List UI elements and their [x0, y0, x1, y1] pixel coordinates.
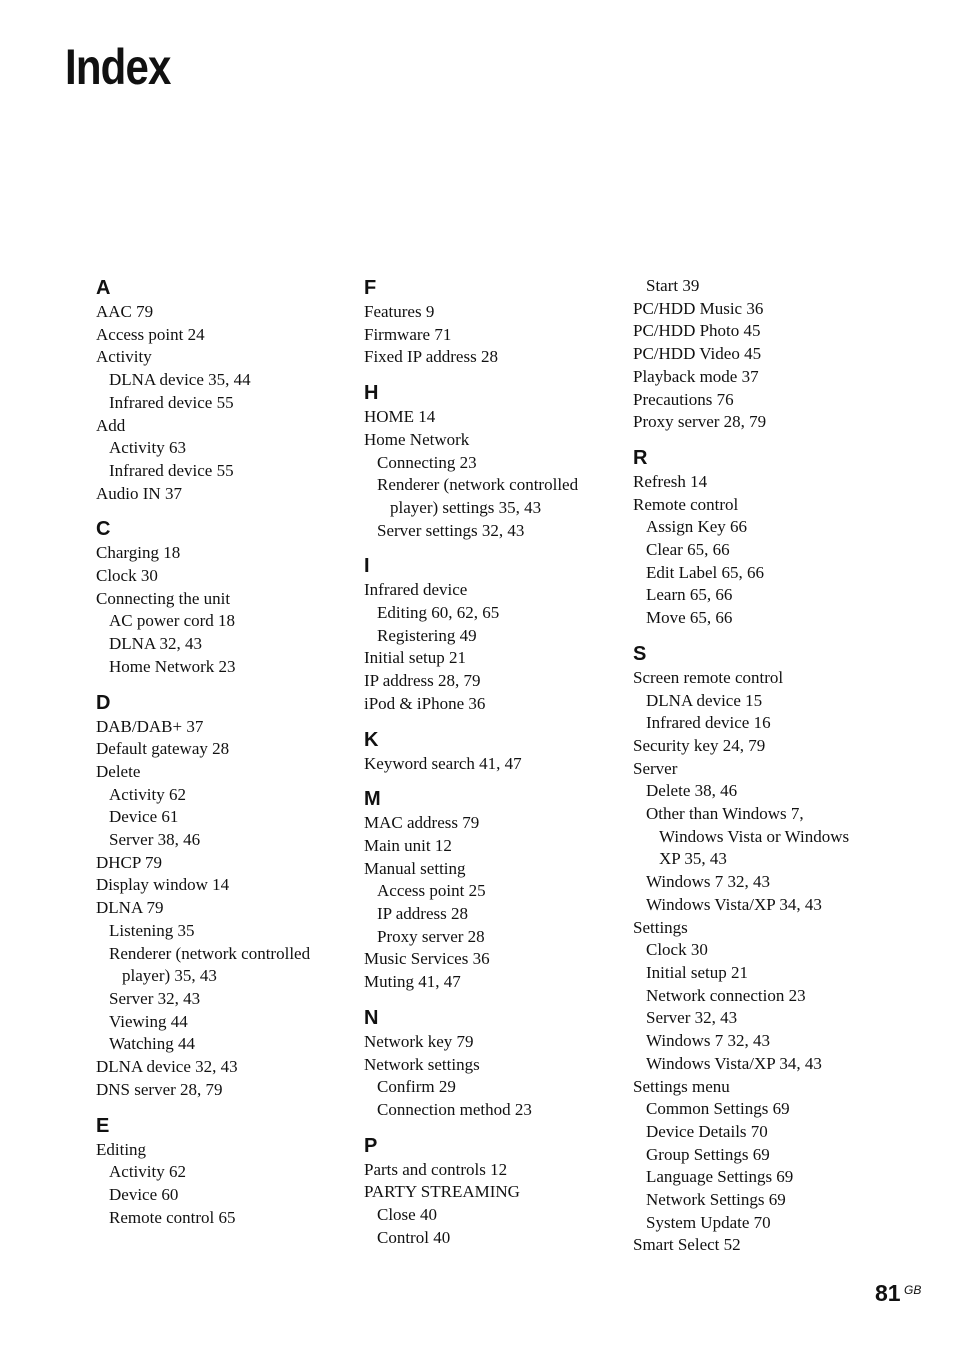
index-subentry: DLNA device 35, 44: [109, 370, 251, 390]
index-entry: Manual setting: [364, 858, 466, 878]
index-subentry: IP address 28: [377, 904, 468, 924]
index-entry: iPod & iPhone 36: [364, 693, 486, 713]
index-entry: Smart Select 52: [633, 1235, 741, 1255]
index-entry: DLNA device 32, 43: [96, 1057, 238, 1077]
index-subentry: Windows 7 32, 43: [646, 872, 770, 892]
section-letter: C: [96, 518, 111, 541]
index-subentry: Device 61: [109, 807, 179, 827]
index-entry: Main unit 12: [364, 835, 452, 855]
index-entry: Security key 24, 79: [633, 735, 766, 755]
section-letter: F: [364, 277, 377, 299]
section-letter: P: [364, 1134, 378, 1157]
index-entry: Precautions 76: [633, 389, 734, 409]
index-subentry: Windows Vista or Windows: [659, 826, 850, 846]
index-subentry: DLNA device 15: [646, 690, 763, 710]
index-column-2: [364, 275, 624, 1250]
index-subentry: Home Network 23: [109, 656, 236, 676]
index-entry: Remote control: [633, 494, 739, 514]
index-entry: Screen remote control: [633, 667, 784, 687]
index-subentry: Server 38, 46: [109, 830, 201, 850]
section-letter: S: [633, 642, 647, 665]
index-subentry: Move 65, 66: [646, 608, 733, 628]
index-entry: Initial setup 21: [364, 648, 466, 668]
index-subentry: Access point 25: [377, 881, 486, 901]
index-subentry: DLNA 32, 43: [109, 634, 203, 654]
index-subentry: Clock 30: [646, 940, 708, 960]
index-entry: PC/HDD Photo 45: [633, 321, 761, 341]
index-subentry: Viewing 44: [109, 1011, 188, 1031]
index-subentry: Group Settings 69: [646, 1144, 770, 1164]
index-subentry: Assign Key 66: [646, 517, 748, 537]
section-letter: E: [96, 1114, 110, 1137]
index-subentry: Common Settings 69: [646, 1099, 790, 1119]
section-letter: D: [96, 691, 111, 714]
index-subentry: Windows 7 32, 43: [646, 1031, 770, 1051]
index-subentry: player) settings 35, 43: [390, 497, 542, 517]
index-subentry: Server 32, 43: [646, 1008, 738, 1028]
index-entry: Default gateway 28: [96, 739, 230, 759]
index-subentry: Activity 62: [109, 784, 186, 804]
index-entry: Music Services 36: [364, 949, 490, 969]
index-subentry: Infrared device 55: [109, 392, 234, 412]
index-column-3: [633, 275, 913, 1257]
index-subentry: Server settings 32, 43: [377, 520, 525, 540]
index-subentry: System Update 70: [646, 1212, 771, 1232]
index-entry: Server: [633, 758, 678, 778]
index-subentry: Delete 38, 46: [646, 781, 738, 801]
index-entry: Activity: [96, 347, 152, 367]
index-subentry: XP 35, 43: [659, 849, 727, 869]
index-section: [364, 727, 624, 776]
index-entry: Home Network: [364, 429, 470, 449]
index-entry: Fixed IP address 28: [364, 347, 498, 367]
index-entry: Refresh 14: [633, 471, 708, 491]
index-subentry: Learn 65, 66: [646, 585, 733, 605]
index-entry: PC/HDD Music 36: [633, 298, 764, 318]
index-entry: IP address 28, 79: [364, 671, 481, 691]
index-subentry: Windows Vista/XP 34, 43: [646, 894, 822, 914]
index-subentry: Activity 62: [109, 1162, 186, 1182]
index-subentry: Activity 63: [109, 438, 186, 458]
index-subentry: Device 60: [109, 1184, 179, 1204]
index-entry: HOME 14: [364, 407, 436, 427]
index-subentry: Confirm 29: [377, 1077, 456, 1097]
index-entry: Access point 24: [96, 324, 205, 344]
page-number-suffix: GB: [904, 1283, 922, 1297]
index-section: [633, 641, 913, 1257]
index-entry: Audio IN 37: [96, 483, 182, 503]
index-subentry: Close 40: [377, 1205, 437, 1225]
index-subentry: Watching 44: [109, 1034, 195, 1054]
page-title: Index: [65, 39, 171, 95]
index-entry: Muting 41, 47: [364, 972, 461, 992]
index-entry: DLNA 79: [96, 898, 164, 918]
index-entry: Features 9: [364, 302, 435, 321]
index-subentry: Renderer (network controlled: [109, 943, 311, 963]
index-section: [364, 1005, 624, 1122]
section-letter: M: [364, 788, 381, 811]
index-entry: Network settings: [364, 1054, 480, 1074]
section-letter: I: [364, 555, 370, 578]
index-section: [364, 380, 624, 542]
index-subentry: Registering 49: [377, 625, 477, 645]
section-letter: H: [364, 382, 379, 405]
index-entry: DHCP 79: [96, 852, 162, 872]
index-entry: Infrared device: [364, 580, 468, 600]
index-section: [633, 275, 913, 434]
index-subentry: AC power cord 18: [109, 611, 236, 631]
index-subentry: player) 35, 43: [122, 966, 217, 986]
index-entry: PARTY STREAMING: [364, 1182, 520, 1202]
section-letter: K: [364, 728, 379, 751]
index-entry: AAC 79: [96, 302, 154, 321]
index-entry: DAB/DAB+ 37: [96, 716, 204, 736]
page-number: 81: [875, 1280, 901, 1306]
index-section: [96, 275, 356, 505]
index-entry: PC/HDD Video 45: [633, 344, 762, 364]
index-subentry: Edit Label 65, 66: [646, 562, 765, 582]
index-subentry: Device Details 70: [646, 1121, 768, 1141]
index-subentry: Network Settings 69: [646, 1190, 786, 1210]
index-section: [96, 690, 356, 1102]
index-entry: Settings: [633, 917, 688, 937]
index-section: [96, 1113, 356, 1230]
index-section: [364, 553, 624, 715]
index-subentry: Language Settings 69: [646, 1167, 794, 1187]
index-entry: Editing: [96, 1139, 147, 1159]
index-entry: Charging 18: [96, 543, 181, 563]
index-subentry: Remote control 65: [109, 1207, 236, 1227]
index-column-1: [96, 275, 356, 1229]
index-section: [364, 1133, 624, 1250]
index-entry: Clock 30: [96, 566, 158, 586]
index-subentry: Clear 65, 66: [646, 540, 730, 560]
index-entry: MAC address 79: [364, 813, 480, 833]
index-entry: Delete: [96, 761, 141, 781]
index-section: [364, 275, 624, 369]
index-subentry: Control 40: [377, 1227, 451, 1247]
index-entry: Proxy server 28, 79: [633, 412, 767, 432]
index-entry: Parts and controls 12: [364, 1159, 508, 1179]
index-section: [633, 445, 913, 630]
index-entry: DNS server 28, 79: [96, 1079, 223, 1099]
index-subentry: Network connection 23: [646, 985, 806, 1005]
index-entry: Settings menu: [633, 1076, 730, 1096]
index-subentry: Renderer (network controlled: [377, 475, 579, 495]
index-subentry: Connecting 23: [377, 452, 477, 472]
section-letter: N: [364, 1006, 379, 1029]
index-subentry: Proxy server 28: [377, 926, 485, 946]
index-subentry: Initial setup 21: [646, 962, 748, 982]
index-section: [364, 786, 624, 994]
section-letter: R: [633, 446, 648, 469]
index-subentry: Windows Vista/XP 34, 43: [646, 1053, 822, 1073]
index-subentry: Infrared device 55: [109, 460, 234, 480]
index-subentry: Listening 35: [109, 920, 195, 940]
index-entry: Firmware 71: [364, 324, 452, 344]
index-entry: Display window 14: [96, 875, 230, 895]
index-subentry: Start 39: [646, 276, 700, 295]
index-subentry: Other than Windows 7,: [646, 804, 804, 824]
index-subentry: Connection method 23: [377, 1099, 532, 1119]
index-subentry: Server 32, 43: [109, 988, 201, 1008]
section-letter: A: [96, 277, 111, 299]
index-subentry: Infrared device 16: [646, 713, 771, 733]
index-section: [96, 516, 356, 678]
index-entry: Network key 79: [364, 1031, 474, 1051]
index-entry: Keyword search 41, 47: [364, 753, 522, 773]
index-entry: Add: [96, 415, 126, 435]
index-subentry: Editing 60, 62, 65: [377, 603, 500, 623]
index-entry: Playback mode 37: [633, 366, 759, 386]
index-entry: Connecting the unit: [96, 588, 231, 608]
